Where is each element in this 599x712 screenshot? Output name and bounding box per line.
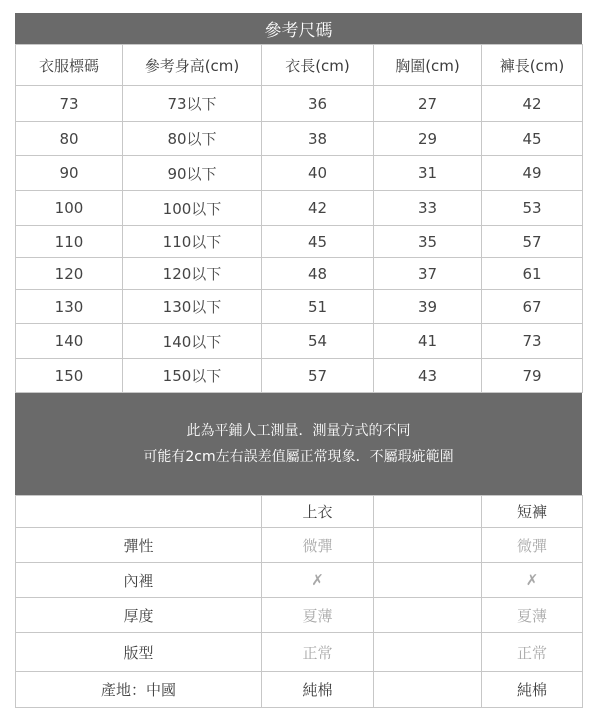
attribute-label: 厚度 xyxy=(16,598,262,633)
measurement-note xyxy=(15,393,582,495)
cell-height: 110以下 xyxy=(123,226,262,258)
cell-chest: 37 xyxy=(374,258,482,290)
attribute-row xyxy=(16,672,583,708)
pants-x-icon: ✗ xyxy=(482,563,583,598)
attribute-pants-value: 夏薄 xyxy=(482,598,583,633)
size-row xyxy=(16,122,583,156)
cell-size-label: 90 xyxy=(16,156,123,191)
cell-top-length: 36 xyxy=(262,86,374,122)
attribute-row xyxy=(16,633,583,672)
attribute-spacer xyxy=(374,598,482,633)
cell-top-length: 40 xyxy=(262,156,374,191)
attribute-spacer xyxy=(374,563,482,598)
cell-size-label: 73 xyxy=(16,86,123,122)
cell-pants-length: 53 xyxy=(482,191,583,226)
cell-top-length: 48 xyxy=(262,258,374,290)
cell-chest: 29 xyxy=(374,122,482,156)
cell-size-label: 130 xyxy=(16,290,123,324)
size-row xyxy=(16,86,583,122)
cell-height: 140以下 xyxy=(123,324,262,359)
cell-height: 73以下 xyxy=(123,86,262,122)
cell-top-length: 42 xyxy=(262,191,374,226)
attribute-spacer xyxy=(374,528,482,563)
cell-height: 90以下 xyxy=(123,156,262,191)
attribute-spacer xyxy=(374,672,482,708)
cell-chest: 39 xyxy=(374,290,482,324)
cell-height: 150以下 xyxy=(123,359,262,393)
attribute-header-empty xyxy=(16,496,262,528)
cell-size-label: 110 xyxy=(16,226,123,258)
cell-height: 100以下 xyxy=(123,191,262,226)
cell-top-length: 38 xyxy=(262,122,374,156)
attribute-pants-value: 正常 xyxy=(482,633,583,672)
cell-size-label: 140 xyxy=(16,324,123,359)
cell-pants-length: 45 xyxy=(482,122,583,156)
attribute-top-value: 純棉 xyxy=(262,672,374,708)
cell-chest: 27 xyxy=(374,86,482,122)
cell-height: 130以下 xyxy=(123,290,262,324)
cell-pants-length: 57 xyxy=(482,226,583,258)
cell-chest: 43 xyxy=(374,359,482,393)
header-height: 參考身高(cm) xyxy=(123,45,262,86)
cell-pants-length: 49 xyxy=(482,156,583,191)
cell-chest: 41 xyxy=(374,324,482,359)
size-row xyxy=(16,226,583,258)
header-pants-length: 褲長(cm) xyxy=(482,45,583,86)
cell-height: 80以下 xyxy=(123,122,262,156)
cell-size-label: 150 xyxy=(16,359,123,393)
cell-top-length: 57 xyxy=(262,359,374,393)
note-line-2: 可能有2cm左右誤差值屬正常現象．不屬瑕疵範圍 xyxy=(143,449,454,465)
attribute-header-spacer xyxy=(374,496,482,528)
cell-top-length: 54 xyxy=(262,324,374,359)
top-x-icon: ✗ xyxy=(262,563,374,598)
header-top-length: 衣長(cm) xyxy=(262,45,374,86)
note-line-1: 此為平鋪人工測量．測量方式的不同 xyxy=(186,423,411,439)
attribute-top-value: 微彈 xyxy=(262,528,374,563)
header-chest: 胸圍(cm) xyxy=(374,45,482,86)
cell-chest: 35 xyxy=(374,226,482,258)
attribute-row xyxy=(16,598,583,633)
size-row xyxy=(16,258,583,290)
size-chart xyxy=(15,13,582,708)
attribute-header-top: 上衣 xyxy=(262,496,374,528)
attribute-label: 產地：中國 xyxy=(16,672,262,708)
cell-chest: 31 xyxy=(374,156,482,191)
cell-top-length: 45 xyxy=(262,226,374,258)
attribute-label: 內裡 xyxy=(16,563,262,598)
header-size-label: 衣服標碼 xyxy=(16,45,123,86)
attribute-row xyxy=(16,563,583,598)
cell-height: 120以下 xyxy=(123,258,262,290)
cell-size-label: 80 xyxy=(16,122,123,156)
size-row xyxy=(16,191,583,226)
cell-chest: 33 xyxy=(374,191,482,226)
size-chart-title: 參考尺碼 xyxy=(15,13,582,44)
size-row xyxy=(16,324,583,359)
cell-pants-length: 42 xyxy=(482,86,583,122)
attribute-label: 版型 xyxy=(16,633,262,672)
attribute-top-value: 夏薄 xyxy=(262,598,374,633)
cell-pants-length: 79 xyxy=(482,359,583,393)
attribute-top-value: 正常 xyxy=(262,633,374,672)
attribute-table xyxy=(15,495,583,708)
cell-size-label: 120 xyxy=(16,258,123,290)
size-table-header xyxy=(16,45,583,86)
attribute-row xyxy=(16,528,583,563)
cell-top-length: 51 xyxy=(262,290,374,324)
attribute-pants-value: 微彈 xyxy=(482,528,583,563)
size-row xyxy=(16,156,583,191)
attribute-spacer xyxy=(374,633,482,672)
attribute-header-pants: 短褲 xyxy=(482,496,583,528)
attribute-pants-value: 純棉 xyxy=(482,672,583,708)
attribute-header-row xyxy=(16,496,583,528)
cell-pants-length: 67 xyxy=(482,290,583,324)
attribute-label: 彈性 xyxy=(16,528,262,563)
size-row xyxy=(16,290,583,324)
cell-pants-length: 61 xyxy=(482,258,583,290)
size-table xyxy=(15,44,583,393)
size-row xyxy=(16,359,583,393)
cell-pants-length: 73 xyxy=(482,324,583,359)
cell-size-label: 100 xyxy=(16,191,123,226)
